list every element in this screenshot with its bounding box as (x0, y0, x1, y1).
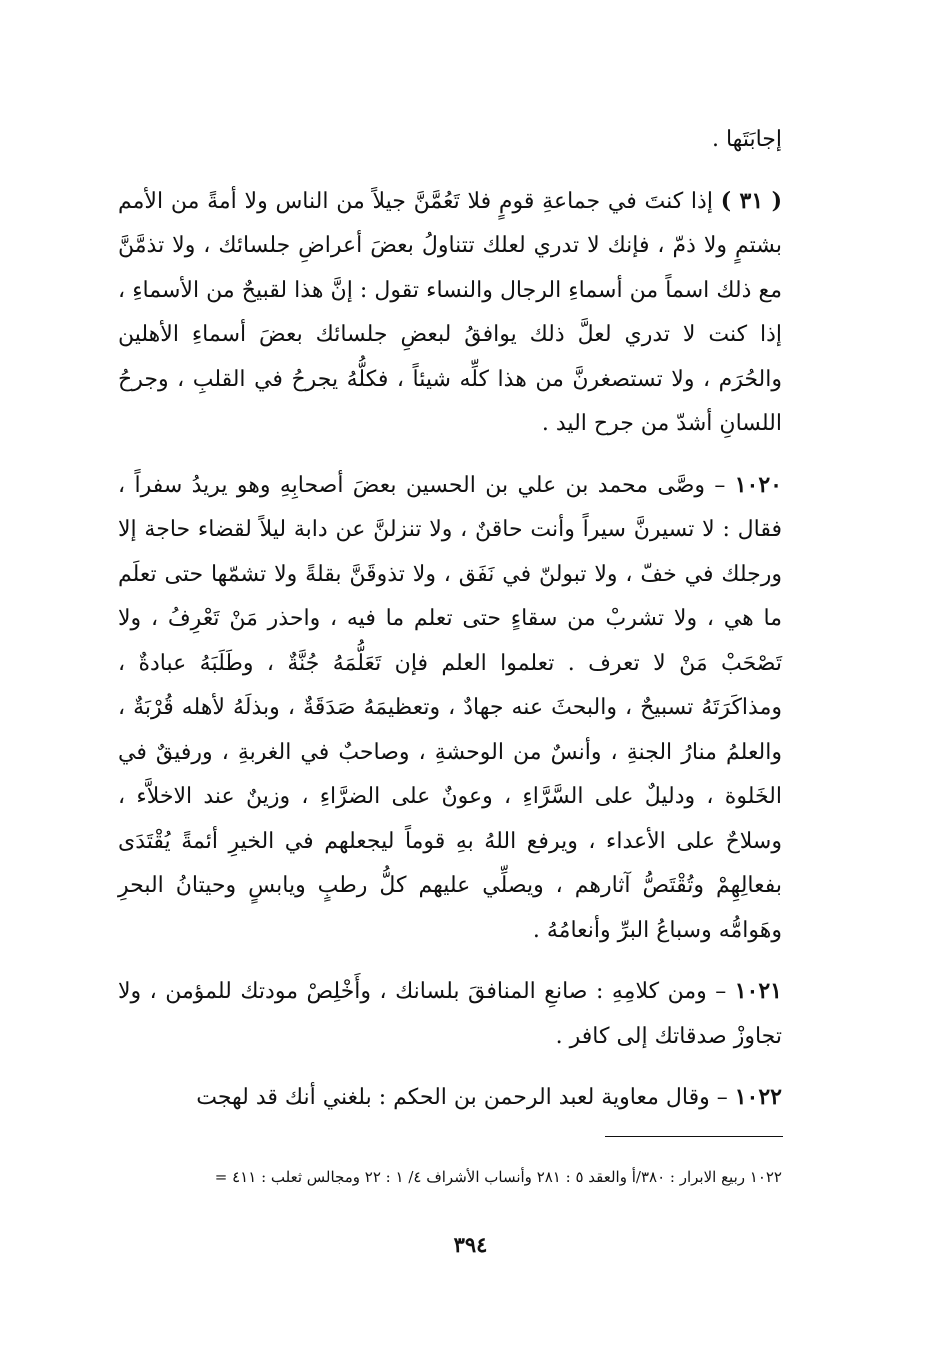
page-body (118, 118, 782, 1137)
paragraph-text: – وصَّى محمد بن علي بن الحسين بعضَ أصحابِهِ وهو يريدُ سفراً ، فقال : لا تسيرنَّ سيراً وأنت حاقنٌ ، ولا تنزلنَّ عن دابة ليلاً لقضاء حاجة إلا ورجلك في خفّ ، ولا تبولنّ في نَفَق ، ولا تذوقَنَّ بقلةً ولا تشمّها حتى تعلَم ما هي ، ولا تشربْ من سقاءٍ حتى تعلم ما فيه ، واحذر مَنْ تَعْرِفُ ، ولا تَصْحَبْ مَنْ لا تعرف . تعلموا العلم فإن تَعَلُّمَهُ جُنَّةٌ ، وطَلَبَهُ عبادةٌ ، ومذاكَرَتَهُ تسبيحٌ ، والبحثَ عنه جهادٌ ، وتعظيمَهُ صَدَقَةٌ ، وبذلَهُ لأهله قُرْبَةٌ ، والعلمُ منارُ الجنةِ ، وأنسٌ من الوحشةِ ، وصاحبٌ في الغربةِ ، ورفيقٌ في الخَلوة ، ودليلٌ على السَّرَّاءِ ، وعونٌ على الضرَّاءِ ، وزينٌ عند الاخلاَّء ، وسلاحٌ على الأعداء ، ويرفع اللهُ بهِ قوماً ليجعلهم في الخيرِ أئمةً يُقْتَدَى بفعالِهِمْ وتُقْتَصُّ آثارهم ، ويصلِّي عليهم كلُّ رطبٍ ويابسٍ وحيتانُ البحرِ وهَوامُّه وسباعُ البرِّ وأنعامُهُ . (118, 472, 782, 943)
paragraph-text: إجابَتَها . (711, 127, 782, 152)
entry-number: ١٠٢٠ (734, 471, 782, 498)
paragraph-1021 (118, 969, 782, 1059)
paragraph-text: إذا كنتَ في جماعةِ قومٍ فلا تَعُمَّنَّ جيلاً من الناس ولا أمةً من الأمم بشتمٍ ولا ذمّ ، فإنك لا تدري لعلك تتناولُ بعضَ أعراضِ جلسائك ، ولا تذمَّنَّ مع ذلك اسماً من أسماءِ الرجال والنساء تقول : إنَّ هذا لقبيحٌ من الأسماءِ ، إذا كنت لا تدري لعلَّ ذلك يوافقُ لبعضِ جلسائك بعضَ أسماءِ الأهلين والحُرَم ، ولا تستصغرنَّ من هذا كلِّه شيئاً ، فكلُّهُ يجرحُ في القلبِ ، وجرحُ اللسانِ أشدّ من جرح اليد . (118, 188, 782, 436)
paragraph-text: – ومن كلامِهِ : صانعِ المنافقَ بلسانك ، وأَخْلِصْ مودتك للمؤمن ، ولا تجاوزْ صدقاتك إلى كافر . (118, 979, 782, 1049)
paragraph-1020 (118, 463, 782, 954)
paragraph-continuation (118, 118, 782, 163)
entry-number: ( ٣١ ) (720, 187, 782, 214)
paragraph-text: – وقال معاوية لعبد الرحمن بن الحكم : بلغني أنك قد لهجت (196, 1085, 728, 1110)
footnote-divider (605, 1136, 783, 1137)
entry-number: ١٠٢١ (734, 978, 782, 1004)
footnote: ١٠٢٢ ربيع الابرار : ٣٨٠/أ والعقد ٥ : ٢٨١ وأنساب الأشراف ٤/ ١ : ٢٢ ومجالس ثعلب : ٤١١ = (214, 1168, 782, 1186)
paragraph-1022 (118, 1075, 782, 1121)
page-number: ٣٩٤ (453, 1232, 488, 1257)
paragraph-31 (118, 179, 782, 447)
entry-number: ١٠٢٢ (734, 1084, 782, 1110)
